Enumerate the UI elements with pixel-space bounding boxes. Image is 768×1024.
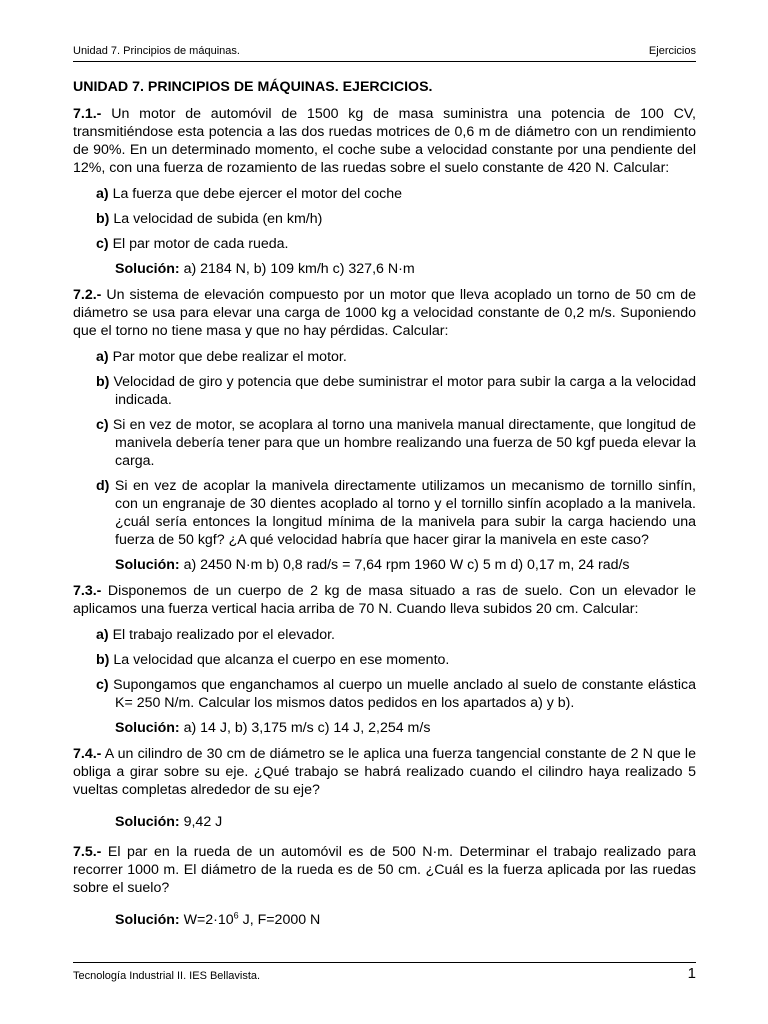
problem-statement: Un sistema de elevación compuesto por un motor que lleva acoplado un torno de 50 cm de diámetro se usa para elevar una carga de 1000 kg a velocidad constante de 0,2 m/s. Suponiendo que el torno no tiene masa y que no hay pérdidas. Calcular: — [73, 287, 696, 339]
problem-number: 7.5.- — [73, 844, 102, 860]
item-c: c) El par motor de cada rueda. — [96, 236, 289, 252]
item-a: a) El trabajo realizado por el elevador. — [96, 627, 335, 643]
problem-7-4 — [73, 745, 696, 799]
item-d: d) Si en vez de acoplar la manivela directamente utilizamos un mecanismo de tornillo sinfín, con un engranaje de 30 dientes acoplado al torno y el tornillo sinfín acoplado a la manivela. ¿cuál sería entonces la longitud mínima de la manivela para subir la carga haciendo una fuerza de 50 kgf? ¿A qué velocidad habría que hacer girar la manivela en este caso? — [96, 478, 696, 548]
item-b: b) La velocidad de subida (en km/h) — [96, 211, 323, 227]
problem-statement: El par en la rueda de un automóvil es de 500 N·m. Determinar el trabajo realizado para recorrer 1000 m. El diámetro de la rueda es de 50 cm. ¿Cuál es la fuerza aplicada por las ruedas sobre el suelo? — [73, 844, 696, 896]
solution-7-1: Solución: a) 2184 N, b) 109 km/h c) 327,6 N·m — [115, 261, 415, 277]
problem-7-1-items — [73, 185, 696, 253]
problem-7-3-items — [73, 626, 696, 712]
document-title: UNIDAD 7. PRINCIPIOS DE MÁQUINAS. EJERCICIOS. — [73, 79, 433, 95]
problem-7-1 — [73, 105, 696, 177]
page-header — [73, 45, 696, 62]
problem-number: 7.1.- — [73, 106, 102, 122]
document-body — [73, 78, 696, 937]
item-b: b) La velocidad que alcanza el cuerpo en ese momento. — [96, 652, 450, 668]
problem-statement: A un cilindro de 30 cm de diámetro se le aplica una fuerza tangencial constante de 2 N que le obliga a girar sobre su eje. ¿Qué trabajo se habrá realizado cuando el cilindro haya realizado 5 vueltas completas alrededor de su eje? — [73, 746, 696, 798]
problem-7-3 — [73, 582, 696, 618]
item-b: b) Velocidad de giro y potencia que debe suministrar el motor para subir la carga a la velocidad indicada. — [96, 374, 696, 408]
problem-7-5 — [73, 843, 696, 897]
problem-7-2 — [73, 286, 696, 340]
problem-7-2-items — [73, 348, 696, 549]
solution-7-2: Solución: a) 2450 N·m b) 0,8 rad/s = 7,64 rpm 1960 W c) 5 m d) 0,17 m, 24 rad/s — [115, 557, 630, 573]
item-c: c) Supongamos que enganchamos al cuerpo un muelle anclado al suelo de constante elástica K= 250 N/m. Calcular los mismos datos pedidos en los apartados a) y b). — [96, 677, 696, 711]
header-unit: Unidad 7. Principios de máquinas. — [73, 45, 240, 57]
item-a: a) La fuerza que debe ejercer el motor del coche — [96, 186, 403, 202]
problem-statement: Un motor de automóvil de 1500 kg de masa suministra una potencia de 100 CV, transmitiéndose esta potencia a las dos ruedas motrices de 0,6 m de diámetro con un rendimiento de 90%. En un determinado momento, el coche sube a velocidad constante por una pendiente del 12%, con una fuerza de rozamiento de las ruedas sobre el suelo constante de 420 N. Calcular: — [73, 106, 696, 176]
problem-number: 7.4.- — [73, 746, 102, 762]
problem-statement: Disponemos de un cuerpo de 2 kg de masa situado a ras de suelo. Con un elevador le aplicamos una fuerza vertical hacia arriba de 70 N. Cuando lleva subidos 20 cm. Calcular: — [73, 583, 696, 617]
footer-school: Tecnología Industrial II. IES Bellavista. — [73, 970, 261, 982]
problem-number: 7.3.- — [73, 583, 102, 599]
problem-number: 7.2.- — [73, 287, 102, 303]
solution-7-5: Solución: $W=2\cdot 10^6$ J, F=2000 N — [115, 910, 321, 928]
solution-7-4: Solución: 9,42 J — [115, 814, 223, 830]
header-section: Ejercicios — [648, 45, 696, 57]
page-footer — [73, 962, 696, 982]
item-c: c) Si en vez de motor, se acoplara al torno una manivela manual directamente, que longitud de manivela debería tener para que un hombre realizando una fuerza de 50 kgf pueda elevar la carga. — [96, 417, 696, 469]
page-number: 1 — [687, 965, 696, 982]
item-a: a) Par motor que debe realizar el motor. — [96, 349, 347, 365]
solution-7-3: Solución: a) 14 J, b) 3,175 m/s c) 14 J, 2,254 m/s — [115, 720, 431, 736]
